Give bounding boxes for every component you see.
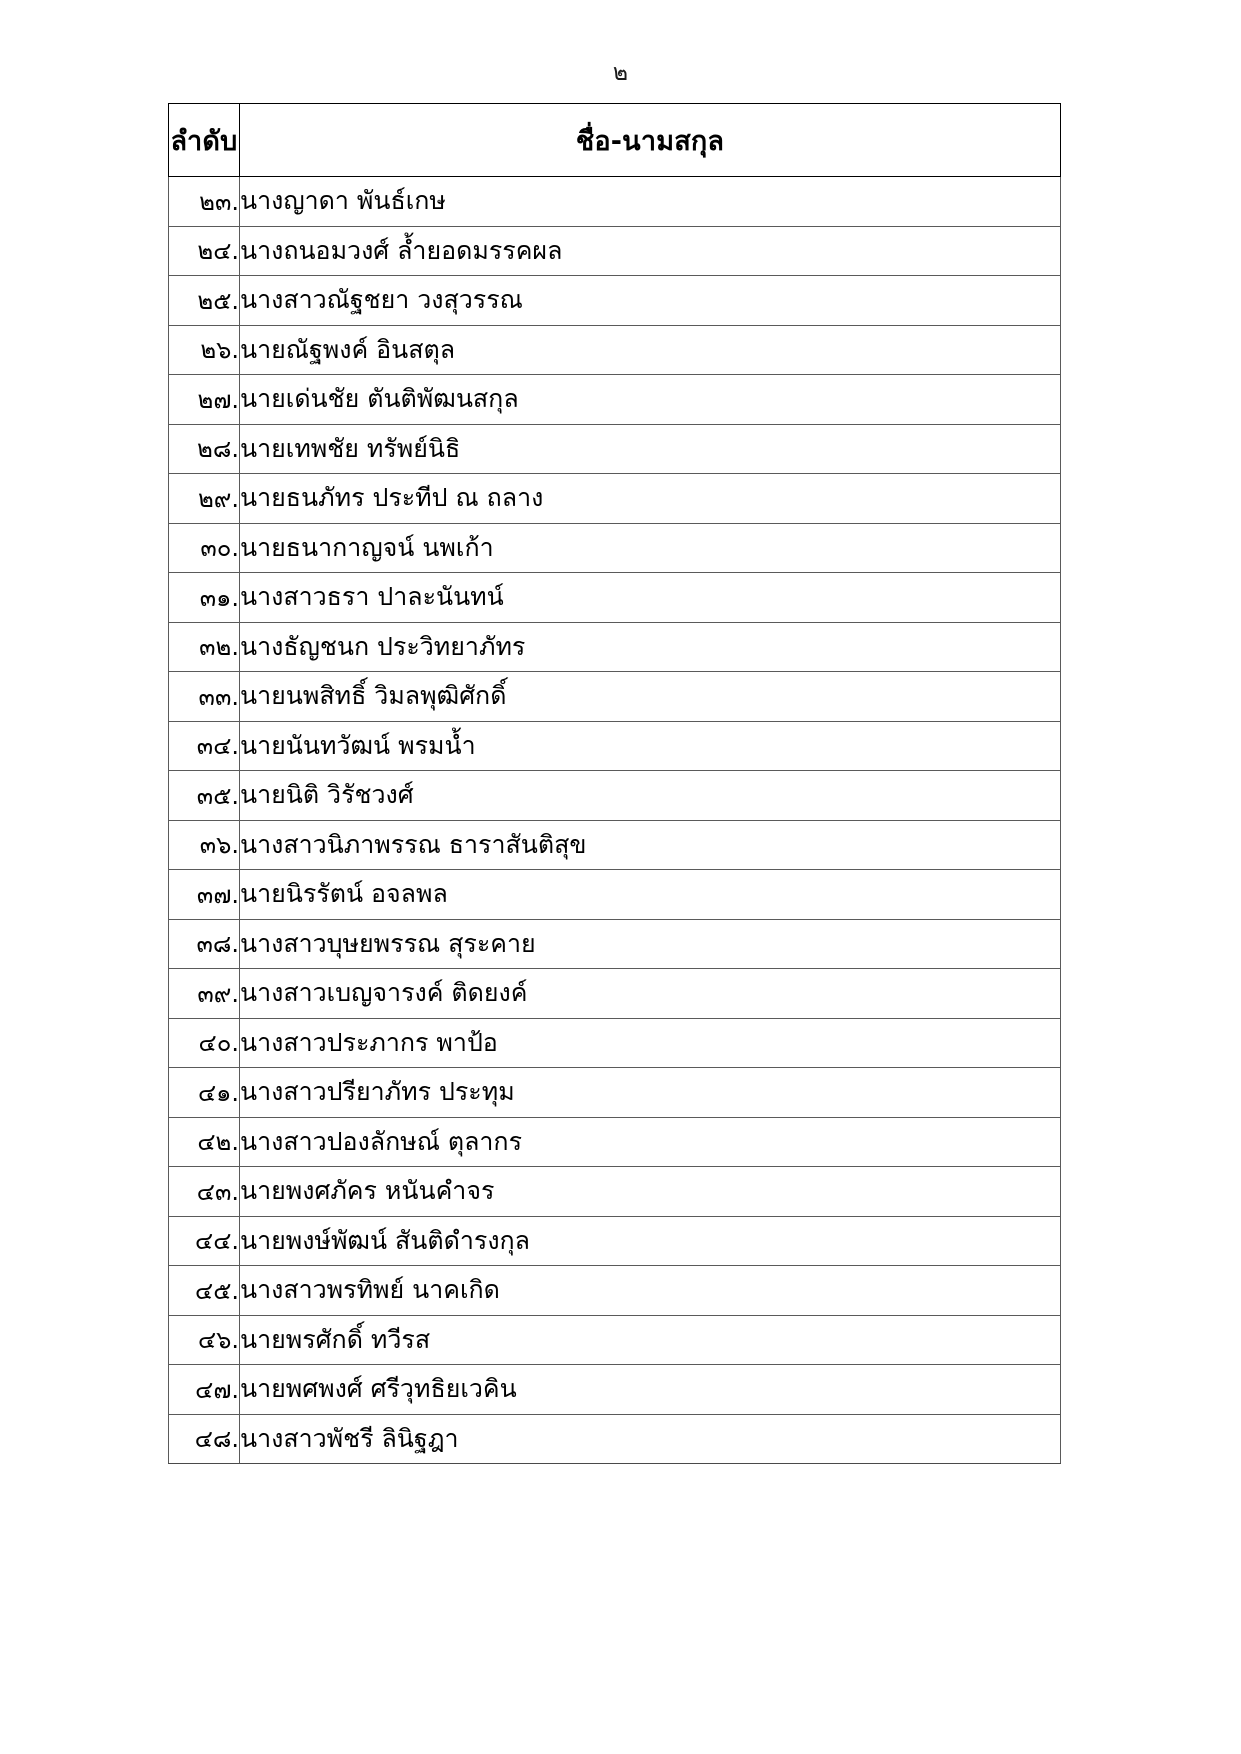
row-order-number: ๓๖. [169,820,240,870]
table-row [169,226,1061,276]
row-person-name: นายพศพงศ์ ศรีวุทธิยเวคิน [240,1365,1061,1415]
row-order-number: ๒๘. [169,424,240,474]
table-row [169,969,1061,1019]
row-person-name: นายพรศักดิ์ ทวีรส [240,1315,1061,1365]
row-person-name: นางสาวพรทิพย์ นาคเกิด [240,1266,1061,1316]
row-person-name: นางสาวปองลักษณ์ ตุลากร [240,1117,1061,1167]
row-order-number: ๔๑. [169,1068,240,1118]
row-order-number: ๓๓. [169,672,240,722]
row-person-name: นางญาดา พันธ์เกษ [240,177,1061,227]
row-order-number: ๓๒. [169,622,240,672]
table-row [169,1167,1061,1217]
row-person-name: นายเทพชัย ทรัพย์นิธิ [240,424,1061,474]
table-row [169,276,1061,326]
row-order-number: ๔๕. [169,1266,240,1316]
roster-table [168,103,1061,1464]
table-row [169,1068,1061,1118]
column-header-order: ลำดับ [169,104,240,177]
table-row [169,177,1061,227]
table-row [169,474,1061,524]
row-person-name: นายณัฐพงค์ อินสตุล [240,325,1061,375]
row-person-name: นางสาวเบญจารงค์ ติดยงค์ [240,969,1061,1019]
row-order-number: ๓๐. [169,523,240,573]
row-person-name: นางธัญชนก ประวิทยาภัทร [240,622,1061,672]
row-order-number: ๔๖. [169,1315,240,1365]
row-order-number: ๔๐. [169,1018,240,1068]
row-person-name: นางสาวนิภาพรรณ ธาราสันติสุข [240,820,1061,870]
row-person-name: นายนิรรัตน์ อจลพล [240,870,1061,920]
table-row [169,870,1061,920]
table-row [169,424,1061,474]
table-row [169,919,1061,969]
row-order-number: ๓๘. [169,919,240,969]
row-person-name: นางสาวพัชรี ลินิฐฎา [240,1414,1061,1464]
column-header-name: ชื่อ-นามสกุล [240,104,1061,177]
row-order-number: ๒๕. [169,276,240,326]
row-order-number: ๒๖. [169,325,240,375]
table-row [169,573,1061,623]
row-person-name: นายเด่นชัย ตันติพัฒนสกุล [240,375,1061,425]
row-order-number: ๓๔. [169,721,240,771]
table-row [169,1117,1061,1167]
table-row [169,1216,1061,1266]
row-person-name: นายนิติ วิรัชวงศ์ [240,771,1061,821]
page-number: ๒ [612,60,629,86]
row-person-name: นางสาวณัฐชยา วงสุวรรณ [240,276,1061,326]
table-header [169,104,1061,177]
row-person-name: นางสาวธรา ปาละนันทน์ [240,573,1061,623]
row-person-name: นายพงษ์พัฒน์ สันติดำรงกุล [240,1216,1061,1266]
row-person-name: นางถนอมวงศ์ ล้ำยอดมรรคผล [240,226,1061,276]
table-row [169,1414,1061,1464]
row-person-name: นางสาวบุษยพรรณ สุระคาย [240,919,1061,969]
row-person-name: นายธนภัทร ประทีป ณ ถลาง [240,474,1061,524]
row-person-name: นายธนากาญจน์ นพเก้า [240,523,1061,573]
table-row [169,1018,1061,1068]
table-row [169,375,1061,425]
row-person-name: นายพงศภัคร หนันคำจร [240,1167,1061,1217]
row-order-number: ๔๒. [169,1117,240,1167]
table-row [169,771,1061,821]
row-person-name: นายนันทวัฒน์ พรมน้ำ [240,721,1061,771]
table-row [169,1266,1061,1316]
row-person-name: นายนพสิทธิ์ วิมลพุฒิศักดิ์ [240,672,1061,722]
table-row [169,721,1061,771]
row-person-name: นางสาวปรียาภัทร ประทุม [240,1068,1061,1118]
table-header-row [169,104,1061,177]
row-order-number: ๒๙. [169,474,240,524]
table-row [169,523,1061,573]
row-order-number: ๓๙. [169,969,240,1019]
table-row [169,622,1061,672]
table-body [169,177,1061,1464]
row-order-number: ๔๔. [169,1216,240,1266]
table-row [169,1315,1061,1365]
table-row [169,325,1061,375]
table-row [169,820,1061,870]
row-order-number: ๓๑. [169,573,240,623]
row-order-number: ๒๔. [169,226,240,276]
row-person-name: นางสาวประภากร พาป้อ [240,1018,1061,1068]
row-order-number: ๓๕. [169,771,240,821]
row-order-number: ๔๘. [169,1414,240,1464]
row-order-number: ๓๗. [169,870,240,920]
table-row [169,1365,1061,1415]
row-order-number: ๒๗. [169,375,240,425]
row-order-number: ๔๗. [169,1365,240,1415]
table-row [169,672,1061,722]
row-order-number: ๔๓. [169,1167,240,1217]
row-order-number: ๒๓. [169,177,240,227]
